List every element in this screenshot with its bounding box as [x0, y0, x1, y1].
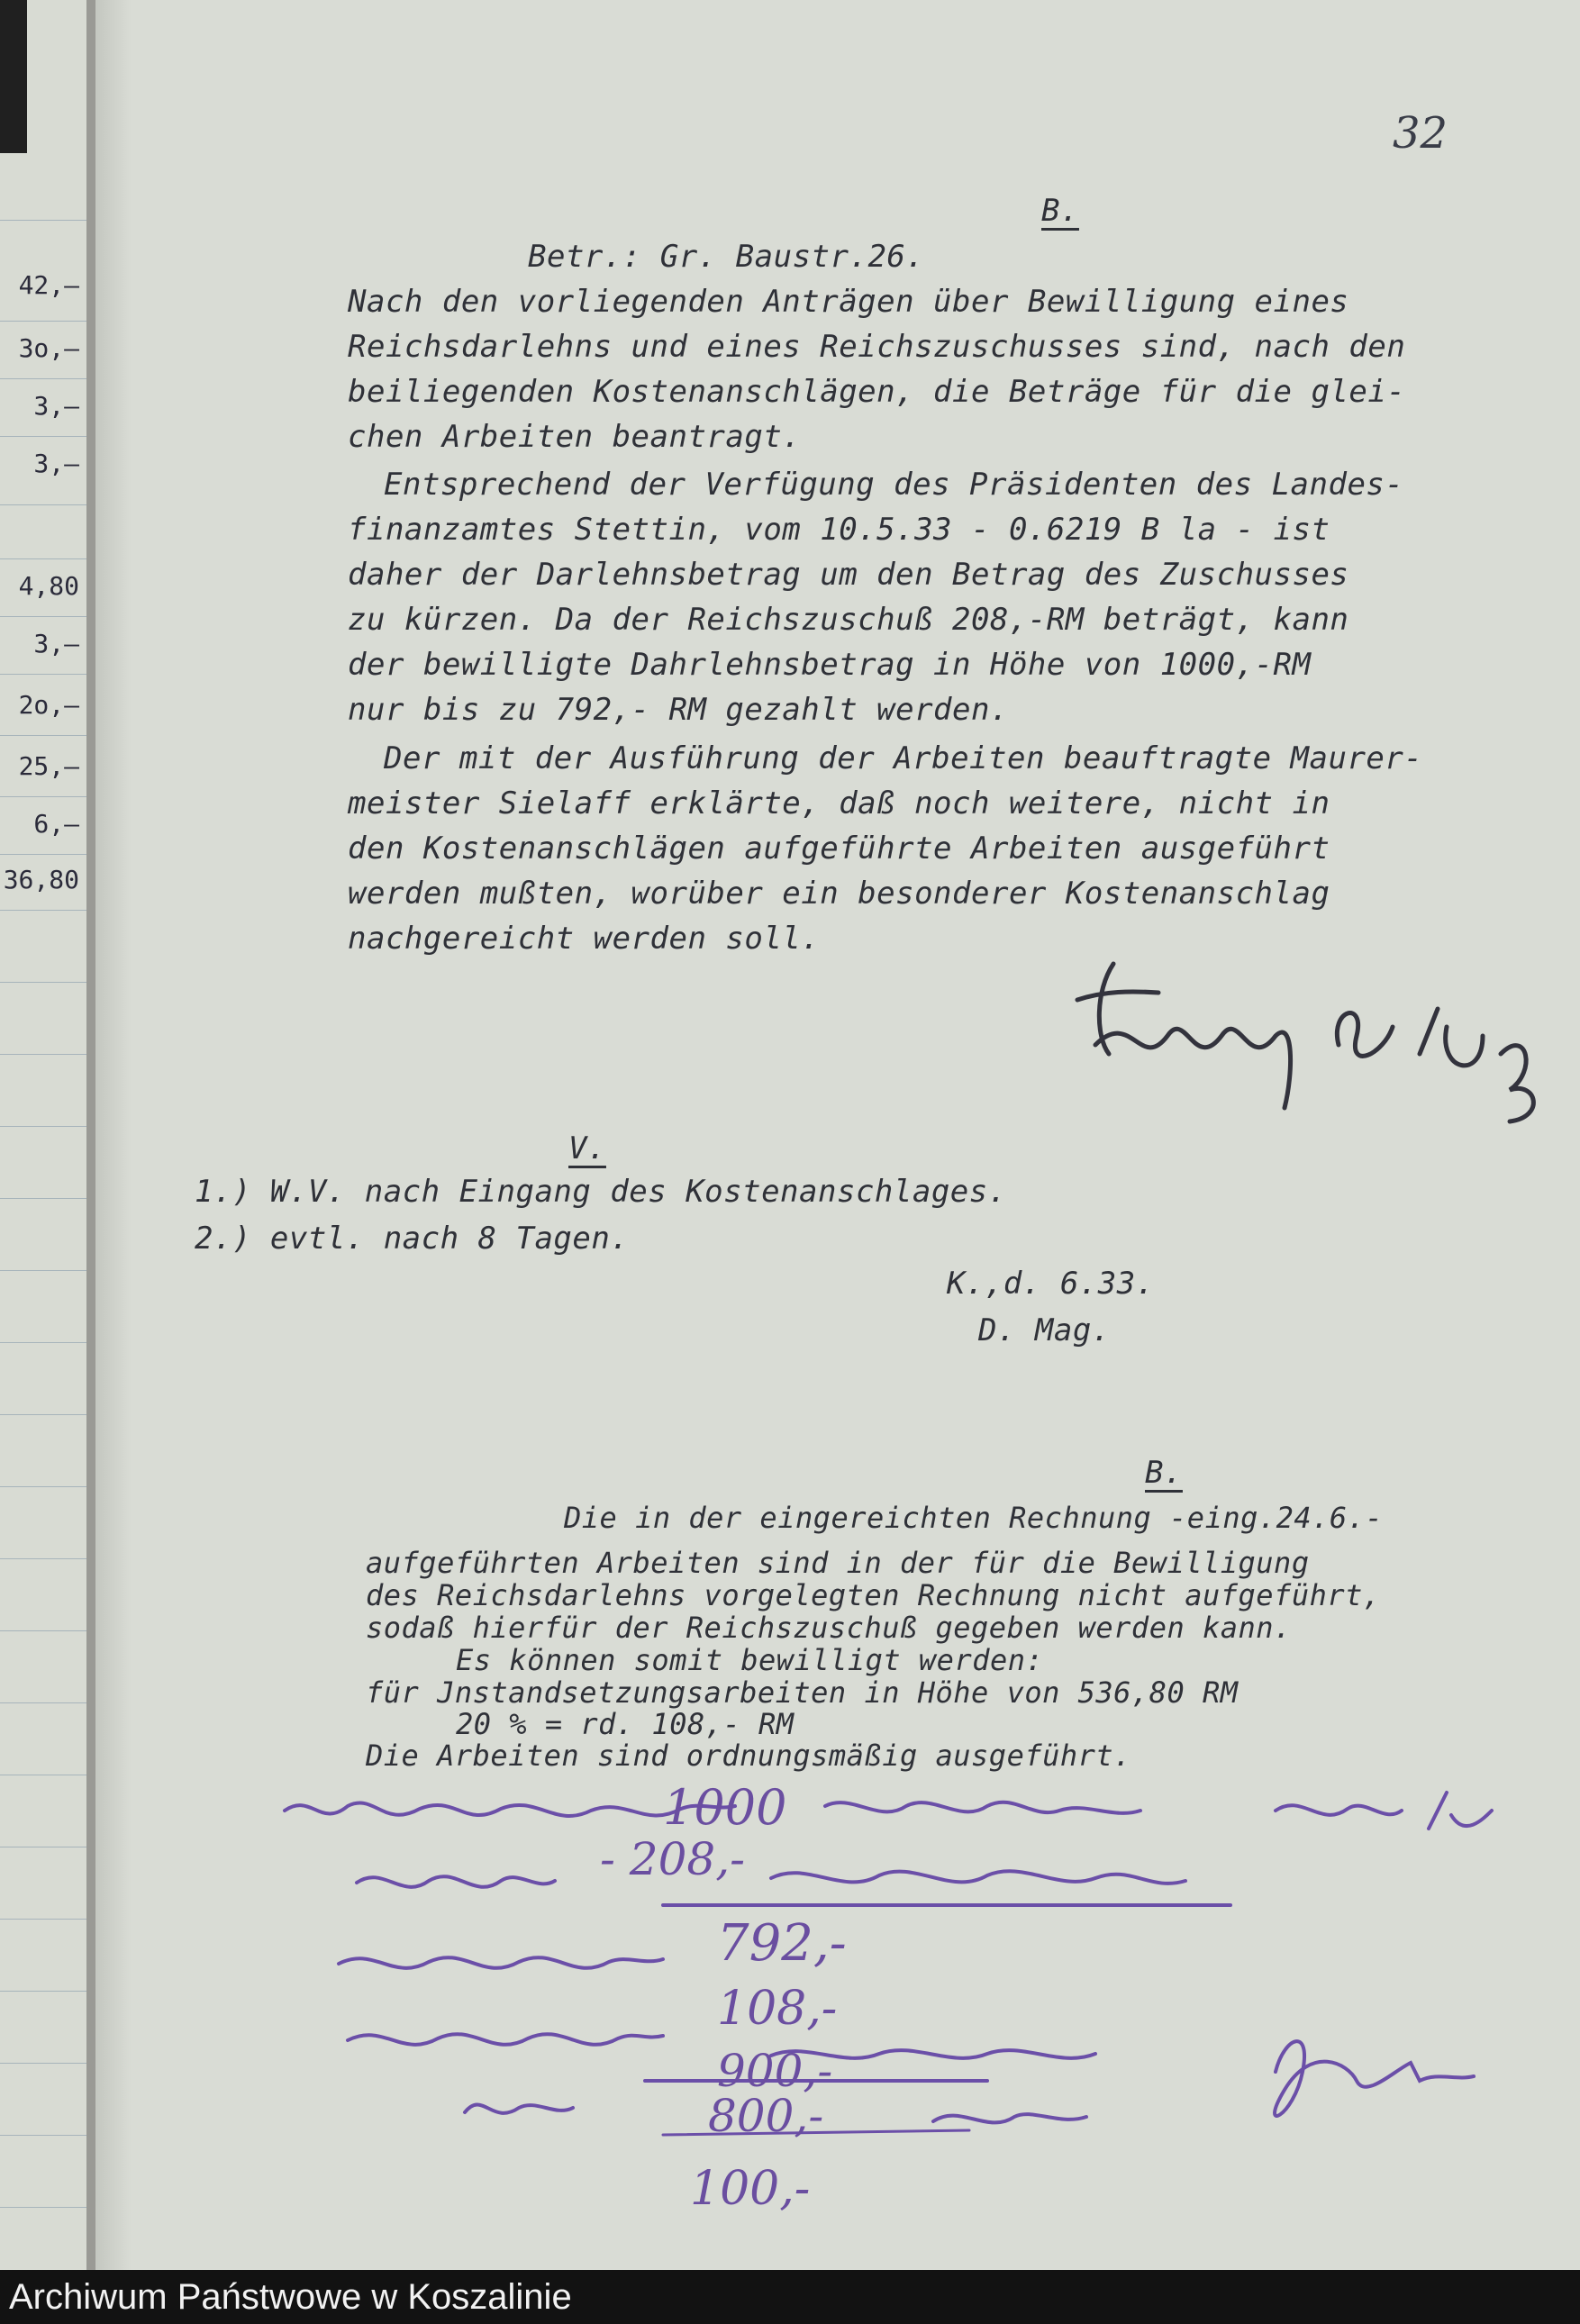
ledger-value: 42,–	[18, 270, 79, 300]
section1-line: der bewilligte Dahrlehnsbetrag in Höhe von 1000,-RM	[348, 647, 1312, 683]
section2-line: 1.) W.V. nach Eingang des Kostenanschlages.	[195, 1174, 1007, 1210]
section3-line: 20 % = rd. 108,- RM	[456, 1707, 795, 1741]
section2-heading: V.	[568, 1130, 606, 1167]
handwritten-figure: 900,-	[717, 2045, 833, 2097]
ledger-rule	[0, 1270, 86, 1271]
ledger-rule	[0, 378, 86, 379]
document-sheet	[95, 0, 1580, 2270]
ledger-rule	[0, 796, 86, 797]
section1-line: beiliegenden Kostenanschlägen, die Beträge für die glei-	[348, 374, 1406, 410]
section1-line: chen Arbeiten beantragt.	[348, 419, 802, 455]
ledger-rule	[0, 1342, 86, 1343]
ledger-rule	[0, 1558, 86, 1559]
section1-subject: Betr.: Gr. Baustr.26.	[528, 239, 925, 275]
place-date: K.,d. 6.33.	[947, 1266, 1155, 1302]
ink-signature	[1059, 937, 1564, 1135]
ledger-rule	[0, 1919, 86, 1920]
binder-strip	[86, 0, 95, 2270]
page-number: 32	[1393, 108, 1448, 159]
section1-line: werden mußten, worüber ein besonderer Kostenanschlag	[348, 876, 1330, 912]
ledger-rule	[0, 321, 86, 322]
ledger-value: 3o,–	[18, 333, 79, 363]
issuing-authority: D. Mag.	[978, 1312, 1111, 1348]
ledger-rule	[0, 1126, 86, 1127]
section1-line: daher der Darlehnsbetrag um den Betrag des Zuschusses	[348, 557, 1349, 593]
ledger-rule	[0, 616, 86, 617]
ledger-value: 25,–	[18, 751, 79, 781]
ledger-rule	[0, 1198, 86, 1199]
section1-line: zu kürzen. Da der Reichszuschuß 208,-RM beträgt, kann	[348, 602, 1349, 638]
ledger-rule	[0, 1702, 86, 1703]
section1-line: Nach den vorliegenden Anträgen über Bewilligung eines	[348, 284, 1349, 320]
ledger-value: 3,–	[33, 629, 79, 658]
ledger-rule	[0, 504, 86, 505]
section3-line: sodaß hierfür der Reichszuschuß gegeben werden kann.	[366, 1611, 1292, 1645]
ledger-rule	[0, 220, 86, 221]
ledger-rule	[0, 1054, 86, 1055]
handwritten-figure: 108,-	[717, 1982, 838, 2036]
section3-line: Es können somit bewilligt werden:	[456, 1643, 1044, 1677]
section2-line: 2.) evtl. nach 8 Tagen.	[195, 1221, 630, 1257]
ledger-value: 36,80	[3, 865, 79, 894]
handwritten-figure: 100,-	[690, 2162, 811, 2216]
ledger-rule	[0, 436, 86, 437]
purple-handwritten-notes	[195, 1775, 1546, 2261]
ledger-value: 3,–	[33, 391, 79, 421]
section3-line: Die in der eingereichten Rechnung -eing.24.6.-	[564, 1501, 1384, 1535]
ledger-rule	[0, 854, 86, 855]
ledger-rule	[0, 1414, 86, 1415]
ledger-value: 2o,–	[18, 690, 79, 720]
section1-line: meister Sielaff erklärte, daß noch weitere, nicht in	[348, 785, 1330, 822]
section1-line: nachgereicht werden soll.	[348, 921, 821, 957]
ledger-rule	[0, 982, 86, 983]
ledger-rule	[0, 558, 86, 559]
section3-line: aufgeführten Arbeiten sind in der für die Bewilligung	[366, 1546, 1310, 1580]
ledger-value: 6,–	[33, 809, 79, 839]
section1-line: finanzamtes Stettin, vom 10.5.33 - 0.6219 B la - ist	[348, 512, 1330, 548]
ledger-rule	[0, 1991, 86, 1992]
ledger-dark-tab	[0, 0, 27, 153]
section1-heading: B.	[1041, 193, 1079, 229]
ledger-rule	[0, 674, 86, 675]
archive-name: Archiwum Państwowe w Koszalinie	[9, 2277, 572, 2317]
ledger-sheet	[0, 0, 88, 2270]
ledger-rule	[0, 2063, 86, 2064]
paper-edge-shadow	[95, 0, 132, 2270]
archive-footer-bar	[0, 2270, 1580, 2324]
section3-line: Die Arbeiten sind ordnungsmäßig ausgeführt.	[366, 1738, 1131, 1773]
ledger-value: 3,–	[33, 449, 79, 478]
ledger-rule	[0, 1630, 86, 1631]
ledger-value: 4,80	[18, 571, 79, 601]
ledger-rule	[0, 1486, 86, 1487]
ledger-rule	[0, 2207, 86, 2208]
section3-heading: B.	[1145, 1455, 1183, 1491]
section3-line: für Jnstandsetzungsarbeiten in Höhe von 536,80 RM	[366, 1675, 1239, 1710]
section1-line: Entsprechend der Verfügung des Präsidenten des Landes-	[384, 467, 1404, 503]
handwritten-figure: - 208,-	[600, 1833, 746, 1885]
section1-line: nur bis zu 792,- RM gezahlt werden.	[348, 692, 1009, 728]
section1-line: Der mit der Ausführung der Arbeiten beauftragte Maurer-	[384, 740, 1423, 776]
section1-line: den Kostenanschlägen aufgeführte Arbeiten ausgeführt	[348, 831, 1330, 867]
section3-line: des Reichsdarlehns vorgelegten Rechnung nicht aufgeführt,	[366, 1578, 1381, 1612]
ledger-rule	[0, 2135, 86, 2136]
handwritten-figure: 800,-	[708, 2090, 824, 2142]
ledger-rule	[0, 910, 86, 911]
ledger-rule	[0, 735, 86, 736]
handwritten-figure: 1000	[663, 1779, 787, 1836]
handwritten-figure: 792,-	[717, 1914, 847, 1973]
section1-line: Reichsdarlehns und eines Reichszuschusses sind, nach den	[348, 329, 1406, 365]
